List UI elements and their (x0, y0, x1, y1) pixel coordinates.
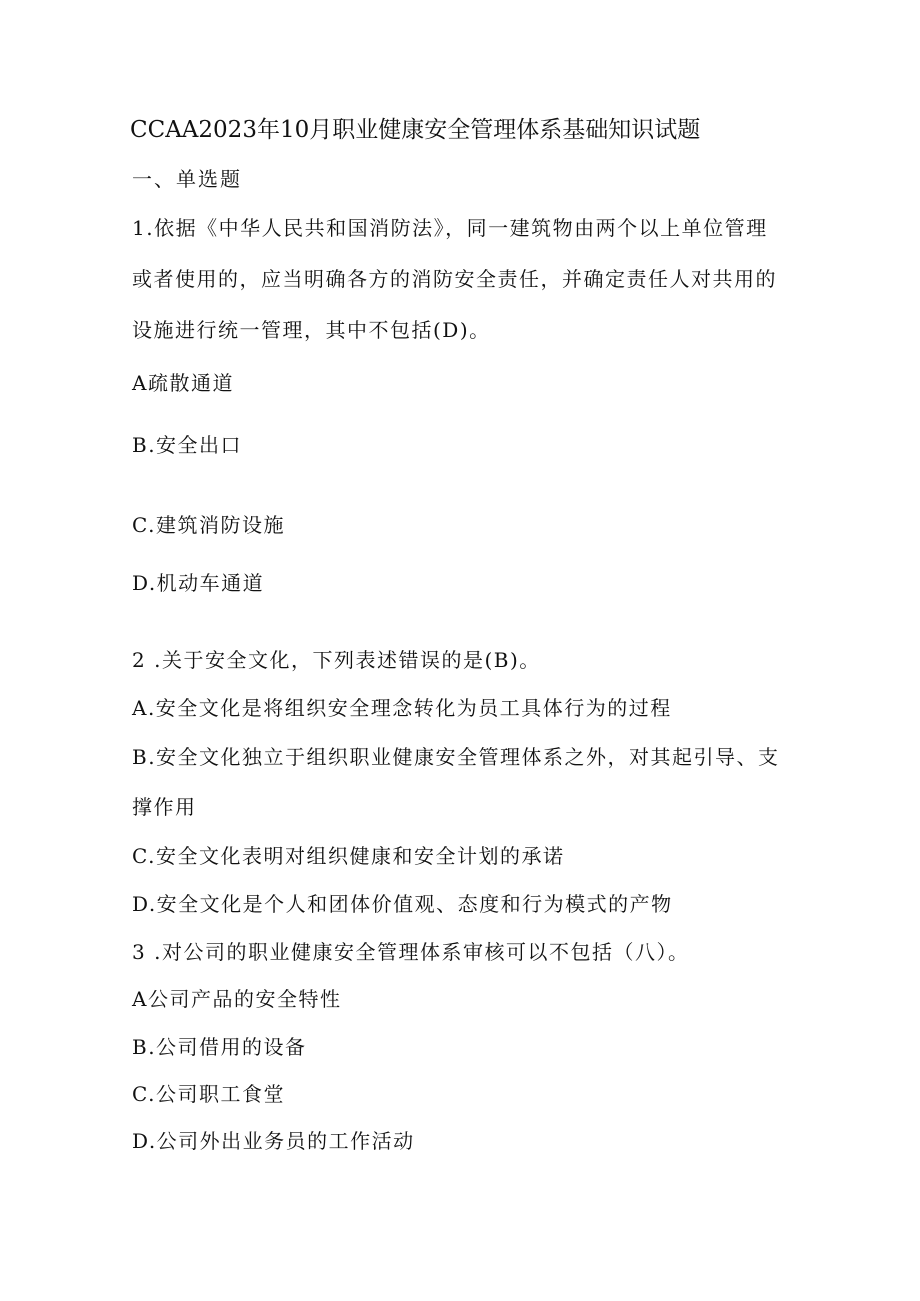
answer-option: D.公司外出业务员的工作活动 (132, 1129, 415, 1153)
answer-option: D.机动车通道 (132, 571, 265, 595)
question-stem-line: 设施进行统一管理，其中不包括(D)。 (132, 318, 491, 342)
answer-option-continuation: 撑作用 (132, 795, 197, 819)
answer-option: C.安全文化表明对组织健康和安全计划的承诺 (132, 844, 565, 868)
question-stem-line: 3 .对公司的职业健康安全管理体系审核可以不包括（八）。 (132, 940, 690, 964)
section-heading: 一、单选题 (132, 167, 242, 191)
question-stem-line: 2 .关于安全文化，下列表述错误的是(B)。 (132, 648, 541, 672)
answer-option: B.安全文化独立于组织职业健康安全管理体系之外，对其起引导、支 (132, 745, 780, 769)
answer-option: B.安全出口 (132, 433, 243, 457)
answer-option: A.安全文化是将组织安全理念转化为员工具体行为的过程 (132, 696, 672, 720)
question-stem-line: 或者使用的，应当明确各方的消防安全责任，并确定责任人对共用的 (132, 267, 777, 291)
question-stem-line: 1.依据《中华人民共和国消防法》，同一建筑物由两个以上单位管理 (132, 216, 768, 240)
answer-option: C.公司职工食堂 (132, 1082, 285, 1106)
answer-option: D.安全文化是个人和团体价值观、态度和行为模式的产物 (132, 892, 673, 916)
document-title: CCAA2023年10月职业健康安全管理体系基础知识试题 (130, 117, 701, 143)
answer-option: B.公司借用的设备 (132, 1035, 307, 1059)
answer-option: A疏散通道 (132, 371, 234, 395)
answer-option: A公司产品的安全特性 (132, 987, 342, 1011)
answer-option: C.建筑消防设施 (132, 513, 285, 537)
